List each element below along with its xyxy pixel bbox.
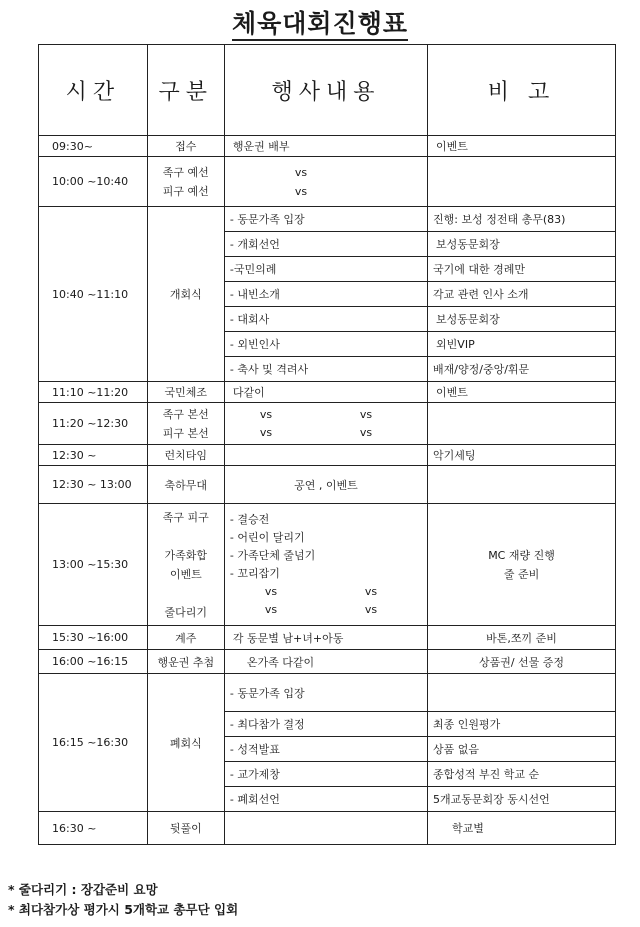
time-cell: 12:30 ~ [39,445,148,466]
note-cell: 이벤트 [428,136,616,157]
note-cell [428,466,616,504]
note-cell: 종합성적 부진 학교 순 [428,762,616,787]
time-cell: 15:30 ~16:00 [39,626,148,650]
note-cell: MC 재량 진행 줄 준비 [428,504,616,626]
content-cell: - 폐회선언 [224,787,427,812]
category-cell: 개회식 [147,207,224,382]
category-cell: 런치타임 [147,445,224,466]
note-cell: 각교 관련 인사 소개 [428,282,616,307]
content-cell: - 성적발표 [224,737,427,762]
category-cell: 뒷풀이 [147,812,224,845]
content-cell: - 축사 및 격려사 [224,357,427,382]
time-cell: 10:40 ~11:10 [39,207,148,382]
table-row [39,136,616,157]
content-cell: - 대회사 [224,307,427,332]
note-cell [428,674,616,712]
table-row [39,650,616,674]
note-cell: 상품권/ 선물 증정 [428,650,616,674]
header-category: 구분 [147,45,224,136]
note-cell: 바톤,쪼끼 준비 [428,626,616,650]
table-row [39,403,616,445]
note-cell: 진행: 보성 정전태 총무(83) [428,207,616,232]
table-row [39,504,616,626]
time-cell: 13:00 ~15:30 [39,504,148,626]
content-cell: 행운권 배부 [224,136,427,157]
footnote: * 줄다리기 : 장갑준비 요망 [8,882,158,897]
time-cell: 11:10 ~11:20 [39,382,148,403]
header-row [39,45,616,136]
table-row [39,674,616,712]
content-cell: 다같이 [224,382,427,403]
table-row [39,812,616,845]
header-time: 시간 [39,45,148,136]
time-cell: 16:15 ~16:30 [39,674,148,812]
content-cell: 각 동문별 남+녀+아동 [224,626,427,650]
content-cell: - 내빈소개 [224,282,427,307]
category-cell: 폐회식 [147,674,224,812]
category-cell: 계주 [147,626,224,650]
content-cell: - 동문가족 입장 [224,207,427,232]
content-cell: 온가족 다같이 [224,650,427,674]
content-cell: 공연 , 이벤트 [224,466,427,504]
table-row [39,626,616,650]
category-cell: 족구 피구 가족화합 이벤트 줄다리기 [147,504,224,626]
category-cell: 족구 본선 피구 본선 [147,403,224,445]
header-content: 행사내용 [224,45,427,136]
table-row [39,207,616,232]
note-cell: 이벤트 [428,382,616,403]
note-cell: 상품 없음 [428,737,616,762]
note-cell: 외빈VIP [428,332,616,357]
content-cell: - 외빈인사 [224,332,427,357]
category-cell: 족구 예선 피구 예선 [147,157,224,207]
content-cell: - 최다참가 결정 [224,712,427,737]
table-row [39,466,616,504]
category-cell: 행운권 추첨 [147,650,224,674]
content-cell: - 개회선언 [224,232,427,257]
note-cell [428,157,616,207]
note-cell: 학교별 [428,812,616,845]
table-row [39,382,616,403]
time-cell: 10:00 ~10:40 [39,157,148,207]
time-cell: 12:30 ~ 13:00 [39,466,148,504]
table-row [39,157,616,207]
note-cell [428,403,616,445]
content-cell [224,812,427,845]
content-cell: - 교가제창 [224,762,427,787]
page-title: 체육대회진행표 [0,4,640,40]
time-cell: 16:30 ~ [39,812,148,845]
note-cell: 보성동문회장 [428,307,616,332]
note-cell: 국기에 대한 경례만 [428,257,616,282]
content-cell: - 동문가족 입장 [224,674,427,712]
time-cell: 09:30~ [39,136,148,157]
header-note: 비 고 [428,45,616,136]
content-cell: vs vs [224,157,427,207]
note-cell: 최종 인원평가 [428,712,616,737]
time-cell: 11:20 ~12:30 [39,403,148,445]
time-cell: 16:00 ~16:15 [39,650,148,674]
content-cell: - 결승전 - 어린이 달리기 - 가족단체 줄넘기 - 꼬리잡기 vs vs vs vs [224,504,427,626]
note-cell: 배재/양정/중앙/휘문 [428,357,616,382]
content-cell [224,445,427,466]
table-row [39,445,616,466]
category-cell: 국민체조 [147,382,224,403]
note-cell: 악기세팅 [428,445,616,466]
content-cell: vs vs vs vs [224,403,427,445]
footnote: * 최다참가상 평가시 5개학교 총무단 입회 [8,902,239,917]
schedule-table [38,44,616,845]
category-cell: 접수 [147,136,224,157]
category-cell: 축하무대 [147,466,224,504]
note-cell: 5개교동문회장 동시선언 [428,787,616,812]
note-cell: 보성동문회장 [428,232,616,257]
content-cell: -국민의례 [224,257,427,282]
